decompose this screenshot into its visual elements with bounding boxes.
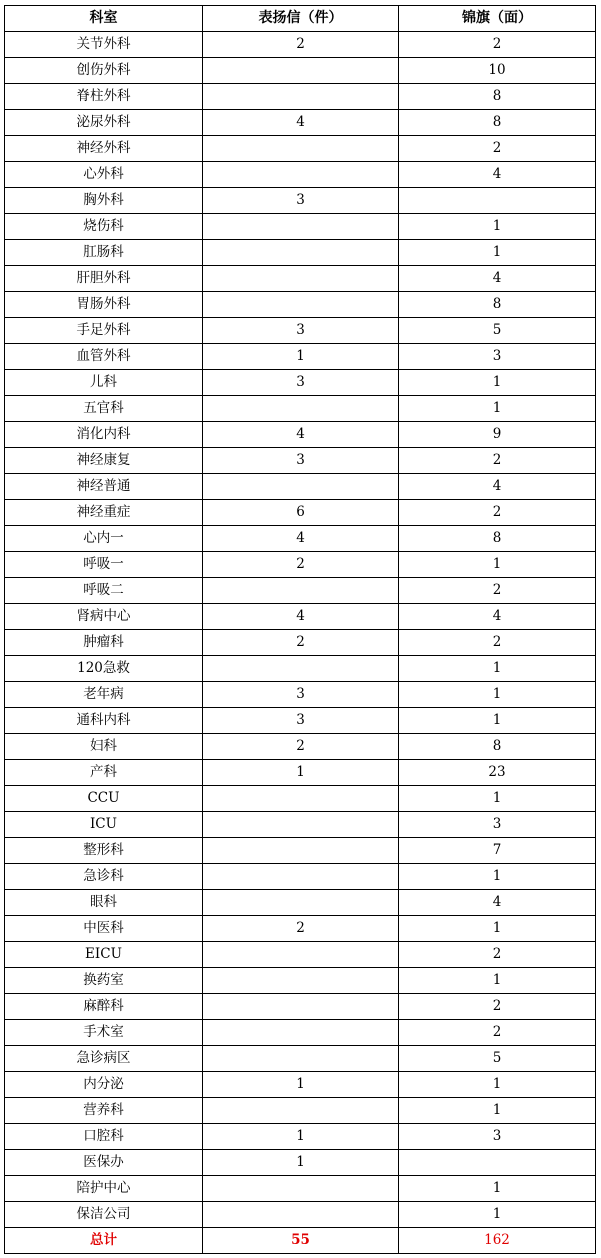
praise-letters-cell: 1	[203, 760, 399, 786]
praise-letters-cell	[203, 240, 399, 266]
department-cell: 烧伤科	[5, 214, 203, 240]
praise-letters-cell	[203, 1202, 399, 1228]
banners-cell: 1	[399, 1098, 596, 1124]
table-row	[5, 370, 596, 396]
banners-cell: 1	[399, 214, 596, 240]
table-row	[5, 630, 596, 656]
department-cell: 肛肠科	[5, 240, 203, 266]
department-cell: 保洁公司	[5, 1202, 203, 1228]
banners-cell: 1	[399, 1072, 596, 1098]
department-cell: 肾病中心	[5, 604, 203, 630]
department-cell: 口腔科	[5, 1124, 203, 1150]
department-cell: 心内一	[5, 526, 203, 552]
department-cell: 120急救	[5, 656, 203, 682]
department-cell: 内分泌	[5, 1072, 203, 1098]
praise-letters-cell	[203, 474, 399, 500]
header-banners: 锦旗（面）	[399, 6, 596, 32]
table-row	[5, 682, 596, 708]
department-cell: 麻醉科	[5, 994, 203, 1020]
banners-cell: 7	[399, 838, 596, 864]
table-row	[5, 812, 596, 838]
table-row	[5, 838, 596, 864]
table-row	[5, 734, 596, 760]
department-cell: 中医科	[5, 916, 203, 942]
department-cell: 肿瘤科	[5, 630, 203, 656]
praise-letters-cell	[203, 162, 399, 188]
praise-letters-cell	[203, 1046, 399, 1072]
banners-cell: 3	[399, 812, 596, 838]
praise-letters-cell: 1	[203, 1150, 399, 1176]
table-row	[5, 162, 596, 188]
banners-cell: 4	[399, 604, 596, 630]
praise-letters-cell: 6	[203, 500, 399, 526]
department-cell: 手足外科	[5, 318, 203, 344]
table-row	[5, 552, 596, 578]
praise-letters-cell: 1	[203, 344, 399, 370]
praise-letters-cell	[203, 58, 399, 84]
department-cell: 通科内科	[5, 708, 203, 734]
banners-cell: 1	[399, 786, 596, 812]
header-row	[5, 6, 596, 32]
table-row	[5, 890, 596, 916]
table-row	[5, 344, 596, 370]
department-cell: CCU	[5, 786, 203, 812]
praise-letters-cell: 3	[203, 708, 399, 734]
department-cell: 医保办	[5, 1150, 203, 1176]
table-body	[5, 32, 596, 1228]
table-row	[5, 318, 596, 344]
banners-cell: 8	[399, 84, 596, 110]
department-cell: 关节外科	[5, 32, 203, 58]
banners-cell: 4	[399, 162, 596, 188]
praise-letters-cell	[203, 994, 399, 1020]
praise-letters-cell	[203, 396, 399, 422]
department-cell: 胃肠外科	[5, 292, 203, 318]
praise-letters-cell	[203, 1020, 399, 1046]
banners-cell: 8	[399, 292, 596, 318]
banners-cell: 2	[399, 32, 596, 58]
banners-cell: 8	[399, 526, 596, 552]
praise-letters-cell	[203, 812, 399, 838]
praise-letters-cell	[203, 292, 399, 318]
praise-letters-cell: 3	[203, 318, 399, 344]
table-row	[5, 240, 596, 266]
banners-cell: 1	[399, 1176, 596, 1202]
banners-cell: 1	[399, 240, 596, 266]
banners-cell: 2	[399, 448, 596, 474]
praise-letters-cell: 2	[203, 552, 399, 578]
table-row	[5, 1176, 596, 1202]
table-row	[5, 942, 596, 968]
department-cell: 肝胆外科	[5, 266, 203, 292]
department-cell: 呼吸二	[5, 578, 203, 604]
table-row	[5, 656, 596, 682]
banners-cell: 4	[399, 890, 596, 916]
header-praise-letters: 表扬信（件）	[203, 6, 399, 32]
banners-cell: 4	[399, 474, 596, 500]
department-cell: 血管外科	[5, 344, 203, 370]
praise-letters-cell	[203, 968, 399, 994]
praise-letters-cell: 3	[203, 188, 399, 214]
department-cell: 胸外科	[5, 188, 203, 214]
table-row	[5, 1150, 596, 1176]
praise-letters-cell	[203, 942, 399, 968]
praise-letters-cell: 2	[203, 32, 399, 58]
department-cell: 五官科	[5, 396, 203, 422]
department-cell: 产科	[5, 760, 203, 786]
banners-cell: 2	[399, 630, 596, 656]
table-row	[5, 526, 596, 552]
banners-cell: 5	[399, 1046, 596, 1072]
banners-cell: 3	[399, 344, 596, 370]
praise-letters-cell: 2	[203, 734, 399, 760]
department-cell: 急诊病区	[5, 1046, 203, 1072]
banners-cell: 10	[399, 58, 596, 84]
table-row	[5, 422, 596, 448]
banners-cell: 5	[399, 318, 596, 344]
banners-cell: 2	[399, 500, 596, 526]
praise-letters-cell: 1	[203, 1072, 399, 1098]
department-cell: 老年病	[5, 682, 203, 708]
table-row	[5, 1046, 596, 1072]
banners-cell: 9	[399, 422, 596, 448]
praise-letters-cell: 3	[203, 682, 399, 708]
praise-letters-cell	[203, 786, 399, 812]
praise-letters-cell	[203, 838, 399, 864]
table-row	[5, 968, 596, 994]
table-row	[5, 760, 596, 786]
banners-cell: 4	[399, 266, 596, 292]
department-cell: 泌尿外科	[5, 110, 203, 136]
table-row	[5, 136, 596, 162]
table-row	[5, 1202, 596, 1228]
department-cell: 急诊科	[5, 864, 203, 890]
table-row	[5, 916, 596, 942]
table-row	[5, 448, 596, 474]
total-praise-letters: 55	[203, 1228, 399, 1254]
banners-cell	[399, 188, 596, 214]
praise-letters-cell: 3	[203, 448, 399, 474]
department-cell: 神经普通	[5, 474, 203, 500]
praise-letters-cell	[203, 890, 399, 916]
table-row	[5, 500, 596, 526]
table-row	[5, 786, 596, 812]
banners-cell: 8	[399, 734, 596, 760]
praise-letters-cell	[203, 84, 399, 110]
department-cell: 创伤外科	[5, 58, 203, 84]
banners-cell: 2	[399, 942, 596, 968]
department-cell: 整形科	[5, 838, 203, 864]
praise-letters-cell	[203, 864, 399, 890]
banners-cell: 3	[399, 1124, 596, 1150]
table-row	[5, 32, 596, 58]
praise-letters-cell: 4	[203, 110, 399, 136]
table-row	[5, 58, 596, 84]
department-cell: ICU	[5, 812, 203, 838]
praise-letters-cell: 4	[203, 604, 399, 630]
praise-letters-cell	[203, 1176, 399, 1202]
department-cell: 儿科	[5, 370, 203, 396]
department-cell: EICU	[5, 942, 203, 968]
table-row	[5, 864, 596, 890]
header-department: 科室	[5, 6, 203, 32]
table-row	[5, 110, 596, 136]
department-cell: 脊柱外科	[5, 84, 203, 110]
table-row	[5, 188, 596, 214]
department-cell: 消化内科	[5, 422, 203, 448]
department-cell: 换药室	[5, 968, 203, 994]
table-row	[5, 266, 596, 292]
praise-letters-cell	[203, 266, 399, 292]
table-row	[5, 1020, 596, 1046]
table-row	[5, 604, 596, 630]
table-row	[5, 214, 596, 240]
praise-letters-cell	[203, 136, 399, 162]
praise-letters-cell: 2	[203, 630, 399, 656]
praise-letters-cell: 1	[203, 1124, 399, 1150]
table-row	[5, 84, 596, 110]
table-row	[5, 474, 596, 500]
department-cell: 心外科	[5, 162, 203, 188]
banners-cell: 2	[399, 1020, 596, 1046]
department-praise-table	[4, 5, 596, 1254]
department-cell: 神经康复	[5, 448, 203, 474]
banners-cell	[399, 1150, 596, 1176]
banners-cell: 1	[399, 552, 596, 578]
banners-cell: 1	[399, 1202, 596, 1228]
table-row	[5, 396, 596, 422]
banners-cell: 23	[399, 760, 596, 786]
praise-letters-cell: 2	[203, 916, 399, 942]
total-row	[5, 1228, 596, 1254]
department-cell: 眼科	[5, 890, 203, 916]
praise-letters-cell	[203, 214, 399, 240]
praise-letters-cell	[203, 1098, 399, 1124]
banners-cell: 1	[399, 370, 596, 396]
banners-cell: 1	[399, 968, 596, 994]
department-cell: 妇科	[5, 734, 203, 760]
praise-letters-cell: 4	[203, 526, 399, 552]
table-row	[5, 708, 596, 734]
table-row	[5, 994, 596, 1020]
table-row	[5, 1072, 596, 1098]
banners-cell: 1	[399, 396, 596, 422]
department-cell: 神经重症	[5, 500, 203, 526]
praise-letters-cell: 4	[203, 422, 399, 448]
banners-cell: 1	[399, 682, 596, 708]
department-cell: 手术室	[5, 1020, 203, 1046]
department-cell: 陪护中心	[5, 1176, 203, 1202]
table-row	[5, 292, 596, 318]
banners-cell: 1	[399, 656, 596, 682]
total-label: 总计	[5, 1228, 203, 1254]
banners-cell: 1	[399, 708, 596, 734]
table-row	[5, 1124, 596, 1150]
department-cell: 神经外科	[5, 136, 203, 162]
banners-cell: 2	[399, 136, 596, 162]
praise-letters-cell	[203, 578, 399, 604]
praise-letters-cell	[203, 656, 399, 682]
banners-cell: 2	[399, 994, 596, 1020]
praise-letters-cell: 3	[203, 370, 399, 396]
department-cell: 营养科	[5, 1098, 203, 1124]
table-row	[5, 1098, 596, 1124]
total-banners: 162	[399, 1228, 596, 1254]
banners-cell: 1	[399, 916, 596, 942]
department-cell: 呼吸一	[5, 552, 203, 578]
banners-cell: 2	[399, 578, 596, 604]
table-row	[5, 578, 596, 604]
banners-cell: 8	[399, 110, 596, 136]
banners-cell: 1	[399, 864, 596, 890]
